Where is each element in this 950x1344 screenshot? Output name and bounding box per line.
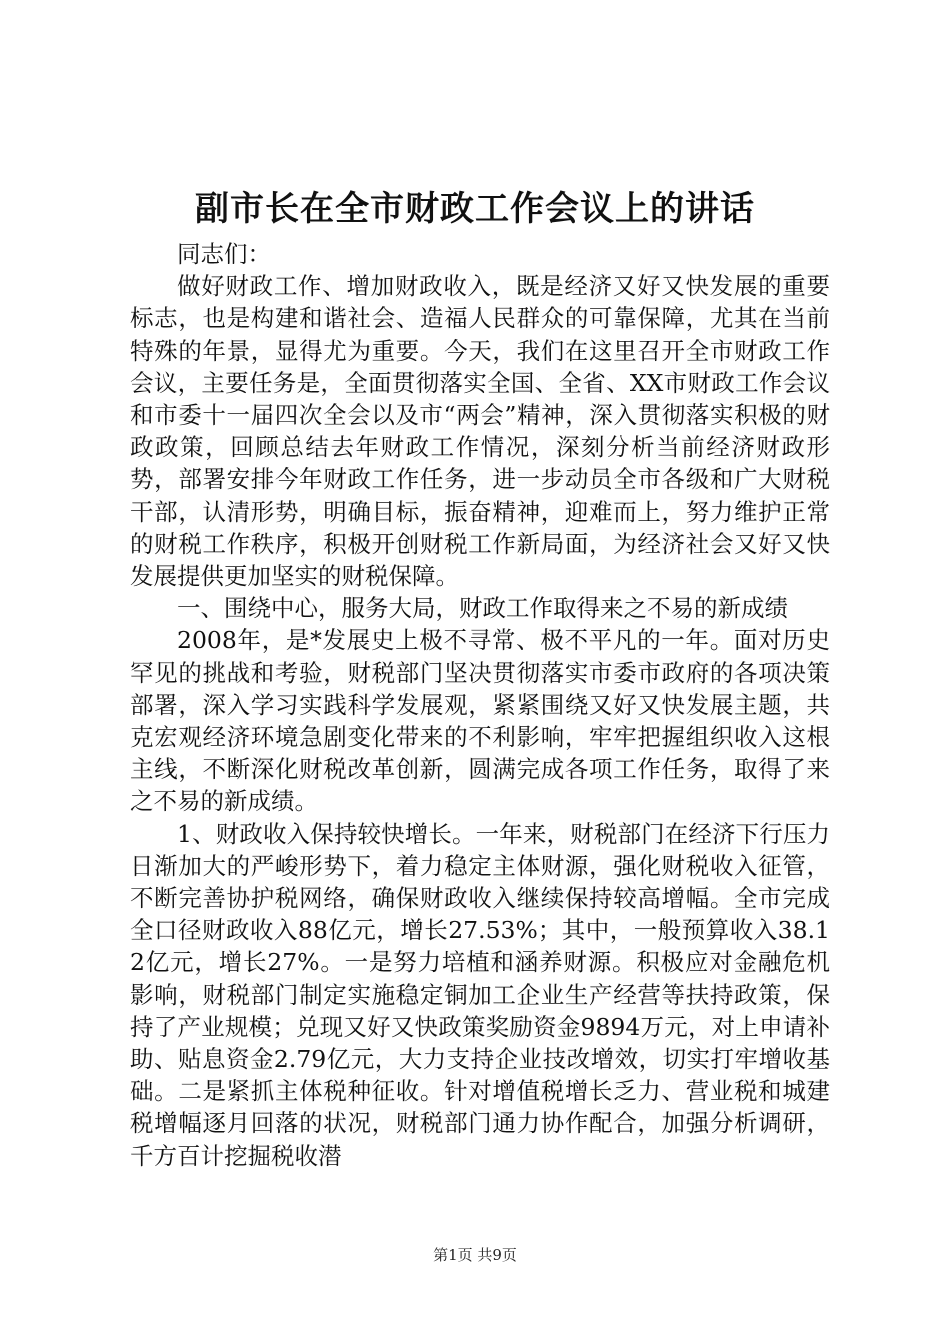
paragraph-intro: 做好财政工作、增加财政收入，既是经济又好又快发展的重要标志，也是构建和谐社会、造福人民群众的可靠保障，尤其在当前特殊的年景，显得尤为重要。今天，我们在这里召开全市财政工作会议，主要任务是，全面贯彻落实全国、全省、XX市财政工作会议和市委十一届四次全会以及市“两会”精神，深入贯彻落实积极的财政政策，回顾总结去年财政工作情况，深刻分析当前经济财政形势，部署安排今年财政工作任务，进一步动员全市各级和广大财税干部，认清形势，明确目标，振奋精神，迎难而上，努力维护正常的财税工作秩序，积极开创财税工作新局面，为经济社会又好又快发展提供更加坚实的财税保障。 [130, 272, 830, 591]
document-title: 副市长在全市财政工作会议上的讲话 [195, 189, 755, 229]
paragraph-revenue-growth: 1、财政收入保持较快增长。一年来，财税部门在经济下行压力日渐加大的严峻形势下，着力稳定主体财源，强化财税收入征管，不断完善协护税网络，确保财政收入继续保持较高增幅。全市完成全口径财政收入88亿元，增长27.53%；其中，一般预算收入38.12亿元，增长27%。一是努力培植和涵养财源。积极应对金融危机影响，财税部门制定实施稳定铜加工企业生产经营等扶持政策，保持了产业规模；兑现又好又快政策奖励资金9894万元，对上申请补助、贴息资金2.79亿元，大力支持企业技改增效，切实打牢增收基础。二是紧抓主体税种征收。针对增值税增长乏力、营业税和城建税增幅逐月回落的状况，财税部门通力协作配合，加强分析调研，千方百计挖掘税收潜 [130, 819, 830, 1170]
section-heading-1: 一、围绕中心，服务大局，财政工作取得来之不易的新成绩 [177, 594, 788, 623]
page-footer: 第1页 共9页 [433, 1246, 517, 1264]
document-body [130, 238, 830, 1172]
salutation: 同志们： [177, 240, 271, 268]
paragraph-2008-review: 2008年，是*发展史上极不寻常、极不平凡的一年。面对历史罕见的挑战和考验，财税部门坚决贯彻落实市委市政府的各项决策部署，深入学习实践科学发展观，紧紧围绕又好又快发展主题，共克宏观经济环境急剧变化带来的不利影响，牢牢把握组织收入这根主线，不断深化财税改革创新，圆满完成各项工作任务，取得了来之不易的新成绩。 [130, 626, 830, 816]
